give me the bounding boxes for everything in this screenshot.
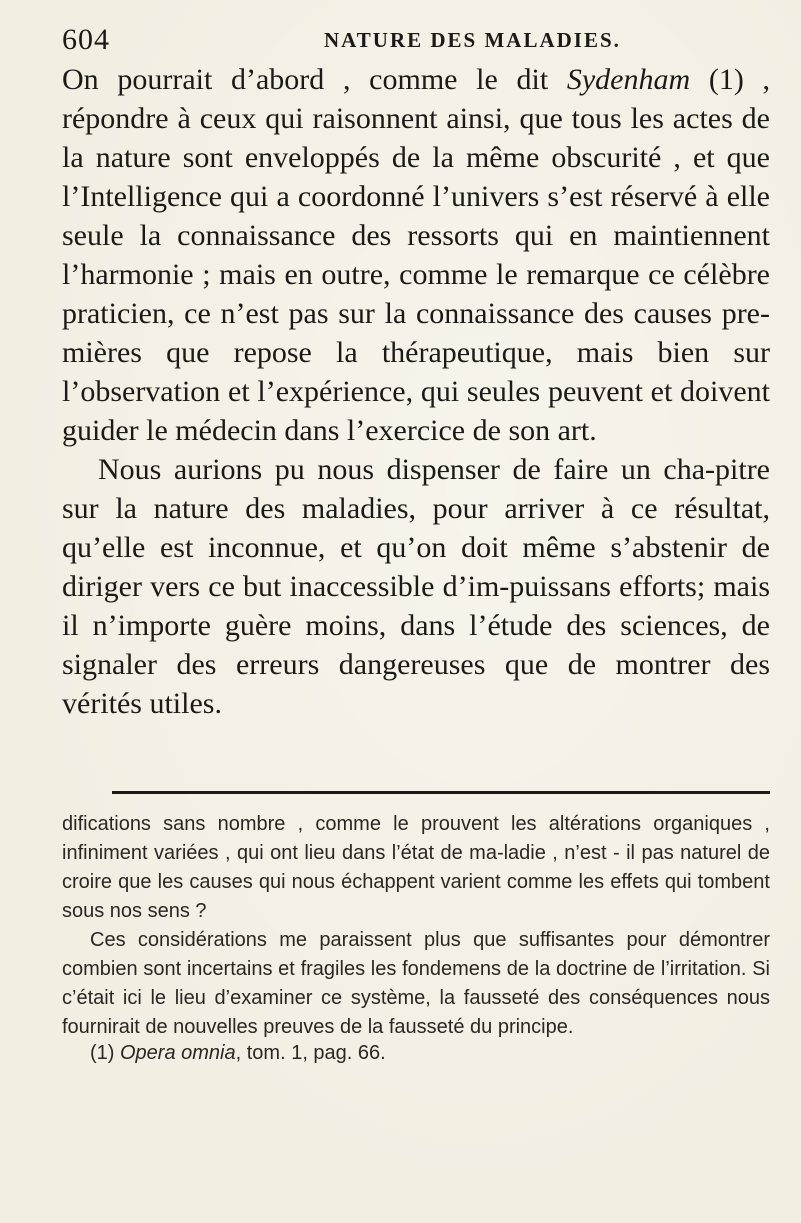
page-header [62, 16, 762, 64]
paragraph-1-rest: (1) , répondre à ceux qui raisonnent ainsi, que tous les actes de la nature sont enveloppés de la même obscurité , et que l’Intelligence qui a coordonné l’univers s’est réservé à elle seule la connaissance des ressorts qui en maintiennent l’harmonie ; mais en outre, comme le remarque ce célèbre praticien, ce n’est pas sur la connaissance des causes pre-mières que repose la thérapeutique, mais bien sur l’observation et l’expérience, qui seules peuvent et doivent guider le médecin dans l’exercice de son art. [62, 63, 770, 447]
footnote-ref-number: (1) [90, 1042, 120, 1064]
running-head: NATURE DES MALADIES. [324, 28, 621, 52]
footnote-ref-rest: , tom. 1, pag. 66. [235, 1042, 386, 1064]
paragraph-1 [62, 60, 770, 450]
footnote-block [62, 810, 770, 1042]
footnote-separator [112, 791, 770, 794]
paragraph-1-start: On pourrait d’abord , comme le dit [62, 63, 567, 96]
author-name: Sydenham [566, 63, 691, 96]
footnote-paragraph-1: difications sans nombre , comme le prouvent les altérations organiques , infiniment variées , qui ont lieu dans l’état de ma-ladie , n’est - il pas naturel de croire que les causes qui nous échappent varient comme les effets qui tombent sous nos sens ? [62, 813, 770, 922]
main-text [62, 60, 770, 723]
footnote-reference [90, 1039, 386, 1068]
page-number: 604 [62, 23, 110, 56]
paragraph-2: Nous aurions pu nous dispenser de faire un cha-pitre sur la nature des maladies, pour arriver à ce résultat, qu’elle est inconnue, et qu’on doit même s’abstenir de diriger vers ce but inaccessible d’im-puissans efforts; mais il n’importe guère moins, dans l’étude des sciences, de signaler des erreurs dangereuses que de montrer des vérités utiles. [62, 453, 770, 720]
footnote-ref-title: Opera omnia [120, 1042, 236, 1064]
footnote-paragraph-2: Ces considérations me paraissent plus que suffisantes pour démontrer combien sont incertains et fragiles les fondemens de la doctrine de l’irritation. Si c’était ici le lieu d’examiner ce système, la fausseté des conséquences nous fournirait de nouvelles preuves de la fausseté du principe. [62, 929, 770, 1038]
